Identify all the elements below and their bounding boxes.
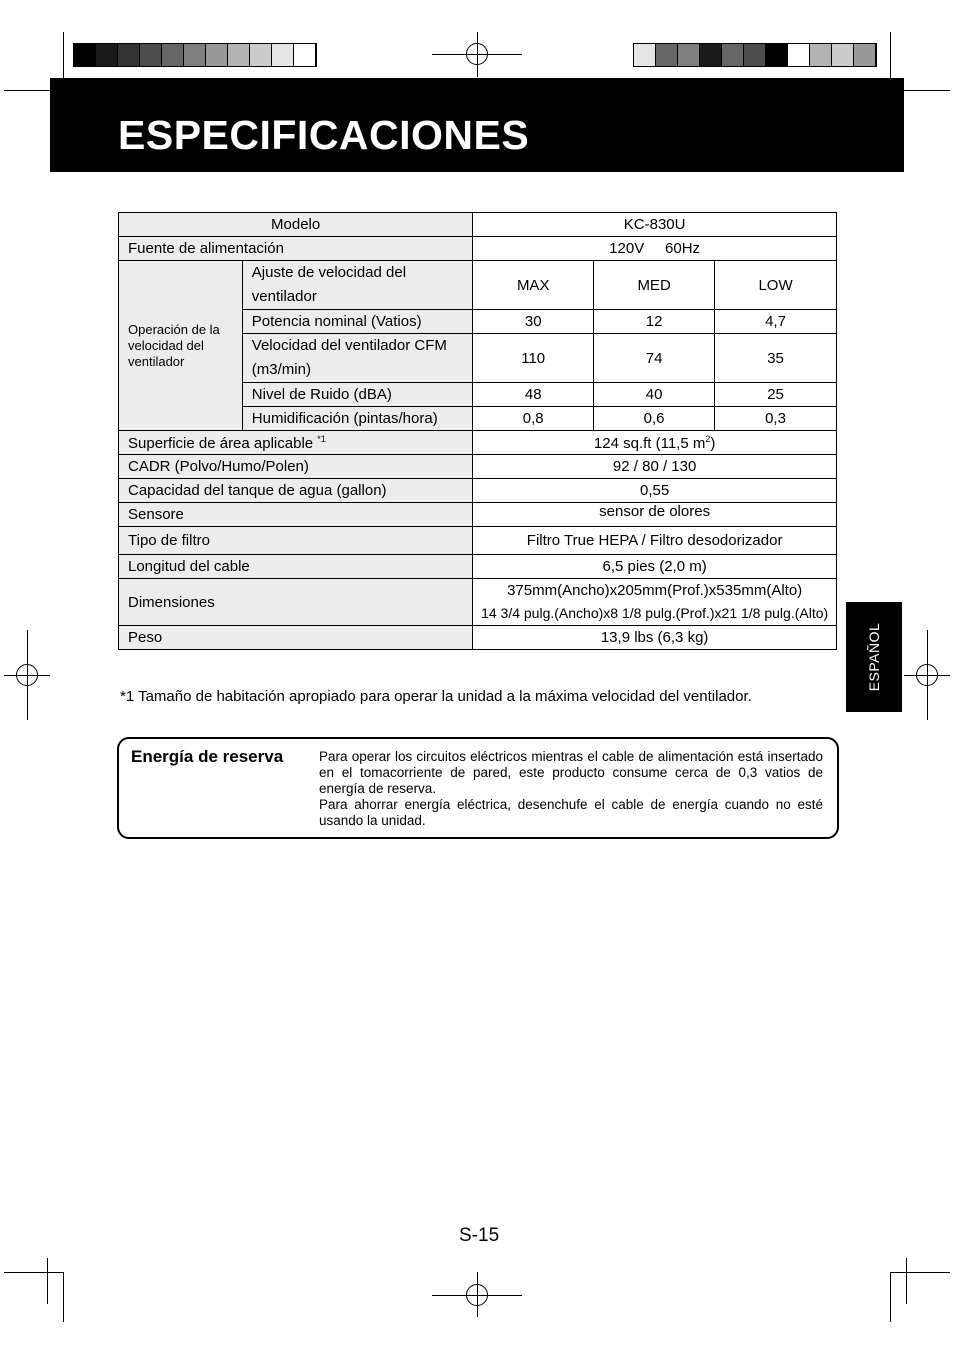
dims-metric: 375mm(Ancho)x205mm(Prof.)x535mm(Alto) — [507, 582, 803, 599]
spec-value: 25 — [715, 383, 837, 407]
footnote: *1 Tamaño de habitación apropiado para operar la unidad a la máxima velocidad del ventilador. — [120, 688, 752, 705]
model-value: KC-830U — [473, 213, 837, 237]
spec-value: 0,3 — [715, 407, 837, 431]
crop-mark — [63, 1272, 64, 1322]
speed-header: MAX — [473, 261, 594, 310]
page-title: ESPECIFICACIONES — [118, 112, 530, 158]
spec-value: 12 — [594, 310, 715, 334]
standby-paragraph: Para operar los circuitos eléctricos mientras el cable de alimentación está insertado en el tomacorriente de pared, este producto consume cerca de 0,3 vatios de energía de reserva. — [319, 749, 823, 796]
filter-value: Filtro True HEPA / Filtro desodorizador — [473, 527, 837, 555]
cable-label: Longitud del cable — [119, 555, 473, 579]
dims-imperial: 14 3/4 pulg.(Ancho)x8 1/8 pulg.(Prof.)x21 1/8 pulg.(Alto) — [481, 605, 829, 621]
spec-row-label: Potencia nominal (Vatios) — [242, 310, 472, 334]
spec-value: 74 — [594, 334, 715, 383]
dims-value-cell — [473, 579, 837, 626]
area-label-cell — [119, 431, 473, 455]
page-number: S-15 — [459, 1225, 500, 1246]
spec-value: 110 — [473, 334, 594, 383]
registration-mark — [477, 32, 478, 77]
weight-value: 13,9 lbs (6,3 kg) — [473, 626, 837, 650]
spec-value: 48 — [473, 383, 594, 407]
weight-label: Peso — [119, 626, 473, 650]
crop-mark — [4, 90, 50, 91]
spec-value: 40 — [594, 383, 715, 407]
sensor-label: Sensore — [119, 503, 473, 527]
model-label: Modelo — [119, 213, 473, 237]
spec-row-label: Nivel de Ruido (dBA) — [242, 383, 472, 407]
fan-group-label: Operación de la velocidad del ventilador — [119, 261, 243, 431]
power-value: 120V 60Hz — [473, 237, 837, 261]
standby-paragraph: Para ahorrar energía eléctrica, desenchufe el cable de energía cuando no esté usando la unidad. — [319, 797, 823, 828]
fan-speed-label: Ajuste de velocidad del ventilador — [242, 261, 472, 310]
standby-title: Energía de reserva — [131, 747, 284, 766]
tank-label: Capacidad del tanque de agua (gallon) — [119, 479, 473, 503]
tank-value: 0,55 — [473, 479, 837, 503]
crop-mark — [47, 1258, 48, 1304]
crop-mark — [906, 1258, 907, 1304]
cadr-label: CADR (Polvo/Humo/Polen) — [119, 455, 473, 479]
standby-power-box — [117, 737, 839, 839]
area-value-cell — [473, 431, 837, 455]
spec-value: 30 — [473, 310, 594, 334]
registration-mark — [927, 630, 928, 720]
area-label: Superficie de área aplicable — [128, 434, 314, 452]
area-footnote-ref: *1 — [317, 433, 326, 444]
page-header — [50, 78, 904, 172]
crop-mark — [890, 1272, 891, 1322]
area-value-close: ) — [710, 434, 716, 452]
crop-mark — [4, 1272, 64, 1273]
filter-label: Tipo de filtro — [119, 527, 473, 555]
standby-body — [319, 749, 823, 829]
spec-row-label: Humidificación (pintas/hora) — [242, 407, 472, 431]
speed-header: MED — [594, 261, 715, 310]
sensor-value: sensor de olores — [473, 503, 837, 527]
spec-value: 4,7 — [715, 310, 837, 334]
area-unit-sup: 2 — [705, 433, 711, 444]
language-tab-label: ESPAÑOL — [866, 622, 882, 692]
crop-mark — [890, 1272, 950, 1273]
power-label: Fuente de alimentación — [119, 237, 473, 261]
dims-label: Dimensiones — [119, 579, 473, 626]
cadr-value: 92 / 80 / 130 — [473, 455, 837, 479]
area-value: 124 sq.ft (11,5 m — [593, 434, 706, 452]
cable-value: 6,5 pies (2,0 m) — [473, 555, 837, 579]
spec-value: 35 — [715, 334, 837, 383]
spec-value: 0,8 — [473, 407, 594, 431]
speed-header: LOW — [715, 261, 837, 310]
crop-mark — [904, 90, 950, 91]
gray-swatch-bar-left — [73, 43, 317, 67]
registration-mark — [27, 630, 28, 720]
gray-swatch-bar-right — [633, 43, 877, 67]
registration-mark — [477, 1272, 478, 1317]
specifications-table — [118, 212, 837, 650]
spec-row-label: Velocidad del ventilador CFM (m3/min) — [242, 334, 472, 383]
spec-value: 0,6 — [594, 407, 715, 431]
language-tab — [846, 602, 902, 712]
